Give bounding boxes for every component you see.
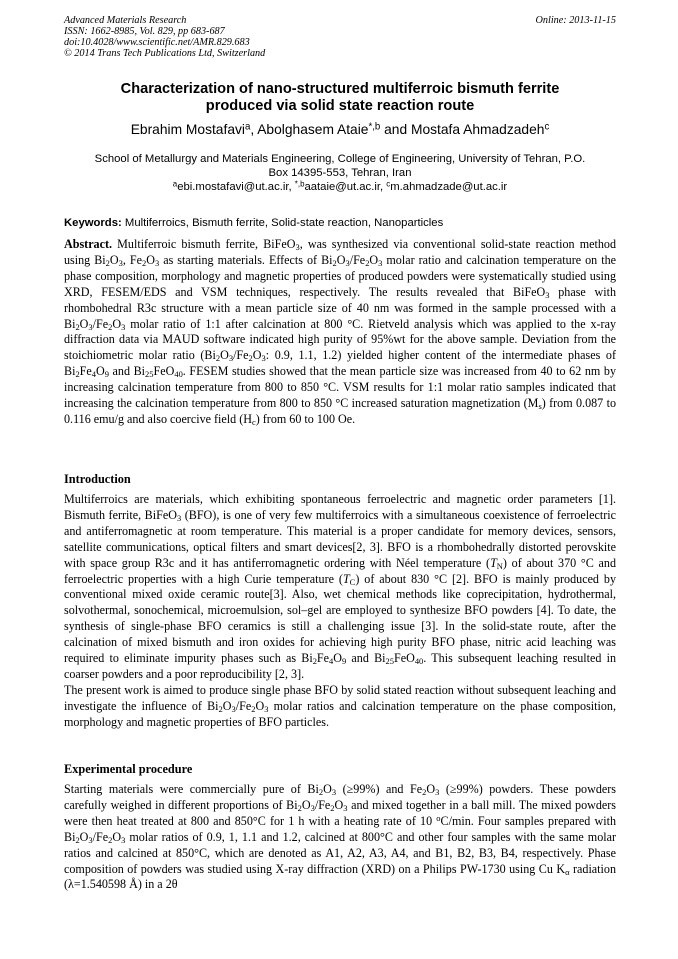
sub: 2 xyxy=(312,656,317,667)
author-2-affil: *,b xyxy=(368,121,381,133)
email-a[interactable]: ebi.mostafavi@ut.ac.ir, xyxy=(177,181,292,193)
sub: 3 xyxy=(121,321,126,332)
abstract-text: O xyxy=(79,316,89,331)
sub: 3 xyxy=(88,321,93,332)
abstract-text: ) from 60 to 100 Oe. xyxy=(255,411,356,426)
sub: 2 xyxy=(422,787,427,798)
sub: 9 xyxy=(341,656,347,667)
email-b-sup: *,b xyxy=(294,179,305,189)
abstract-text: , Fe xyxy=(122,252,142,267)
sub: 2 xyxy=(332,258,337,269)
intro-text: Multiferroics are materials, which exhibiting spontaneous ferroelectric and magnetic order parameters [1]. Bismuth ferrite, BiFeO xyxy=(64,492,616,522)
abstract-text: ) from 0.087 to 0.116 emu/g and also coercive field (H xyxy=(64,396,616,426)
author-2: Abolghasem Ataie xyxy=(257,122,369,137)
intro-text: The present work is aimed to produce single phase BFO by solid stated reaction without subsequent leaching and investigate the influence of Bi xyxy=(64,682,616,713)
sub: 2 xyxy=(297,803,302,814)
intro-text: /Fe xyxy=(235,698,252,713)
abstract-text: , was synthesized via conventional solid-state reaction method using Bi xyxy=(64,237,617,267)
title-line-2: produced via solid state reaction route xyxy=(205,98,475,114)
exp-text: O xyxy=(112,829,122,844)
paper-title xyxy=(64,81,616,115)
introduction-body xyxy=(64,492,616,731)
author-list: Ebrahim Mostafavi$^a$, Abolghasem Ataie$^{*,b}$ and Mostafa Ahmadzadeh$^c$ xyxy=(130,121,550,137)
experimental-paragraph xyxy=(64,782,616,893)
journal-name: Advanced Materials Research xyxy=(64,15,187,26)
exp-text: C/min. Four samples prepared with Bi xyxy=(64,813,616,844)
abstract-text: O xyxy=(336,252,346,267)
introduction-heading: Introduction xyxy=(64,472,131,486)
sub: 40 xyxy=(414,656,424,667)
intro-paragraph-1 xyxy=(64,492,616,683)
email-line xyxy=(60,180,620,194)
sub: 3 xyxy=(331,787,337,798)
sub: 2 xyxy=(318,787,324,798)
abstract-text: and Bi xyxy=(108,364,146,379)
sub: 2 xyxy=(330,803,335,814)
email-c-sup: c xyxy=(386,179,391,189)
intro-text: O xyxy=(333,651,342,666)
intro-text: (BFO), is one of very few multiferroics with a simultaneous coexistence of ferroelectric and antiferromagnetic at room temperature. This material is a proper candidate for memory devices, sensors, satellite communications, optical filters and smart devices[2, 3]. BFO is a rhombohedrally distorted perovskite with space group R3c and it has antiferromagnetic ordering with Néel temperature ( xyxy=(64,507,616,570)
sub: 3 xyxy=(154,258,160,269)
doi-line: doi:10.4028/www.scientific.net/AMR.829.683 xyxy=(64,37,250,48)
online-date: Online: 2013-11-15 xyxy=(535,15,616,26)
exp-text: /Fe xyxy=(92,829,109,844)
abstract-label: Abstract. xyxy=(64,237,113,251)
abstract-paragraph xyxy=(64,237,616,428)
sub: 2 xyxy=(105,258,110,269)
sub: 2 xyxy=(248,353,253,364)
exp-text: molar ratios of 0.9, 1, 1.1 and 1.2, calcined at 800°C and other four samples with the same molar ratios and calcined at 850°C, which are denoted as A1, A2, A3, A4, and B1, B2, B3, B4, respectively. Phase composition of powders was studied using X-ray diffraction (XRD) on a Philips PW-1730 using Cu K xyxy=(64,829,616,876)
abstract-text: O xyxy=(146,252,155,267)
sub: 3 xyxy=(88,834,93,845)
sub: 2 xyxy=(215,353,221,364)
affiliation xyxy=(60,152,620,194)
email-a-sup: a xyxy=(172,179,178,189)
intro-text: Fe xyxy=(316,651,330,666)
sub: 2 xyxy=(218,703,223,714)
abstract-text: O xyxy=(112,316,122,331)
sub: 3 xyxy=(118,258,123,269)
keywords-label: Keywords: xyxy=(64,217,122,229)
sub: 40 xyxy=(174,369,183,380)
author-1: Ebrahim Mostafavi xyxy=(130,122,245,137)
abstract-text: phase with rhombohedral R3c structure with a mean particle size of 40 nm was formed in the sample processed with a Bi xyxy=(64,284,616,331)
exp-text: (≥99%) powders. These powders carefully weighed in different proportions of Bi xyxy=(64,782,616,812)
intro-text: and Bi xyxy=(346,651,386,666)
affiliation-line-1: School of Metallurgy and Materials Engineering, College of Engineering, University of Tehran, P.O. xyxy=(94,153,586,165)
abstract-text: O xyxy=(252,348,262,363)
sub: 3 xyxy=(176,513,182,524)
copyright-line: © 2014 Trans Tech Publications Ltd, Switzerland xyxy=(64,48,266,59)
exp-text: O xyxy=(334,797,344,812)
sup: o xyxy=(436,813,441,824)
intro-text: . This subsequent leaching resulted in coarser powders and a poor reproducibility [2, 3]. xyxy=(64,651,616,681)
exp-text: /Fe xyxy=(314,797,331,812)
exp-text: O xyxy=(301,797,311,812)
abstract xyxy=(64,237,616,428)
author-3: Mostafa Ahmadzadeh xyxy=(410,122,545,137)
sub: c xyxy=(251,417,256,428)
sub: 3 xyxy=(545,289,550,300)
abstract-text: . FESEM studies showed that the mean particle size was increased from 40 to 62 nm by increasing calcination temperature from 800 to 850 °C. VSM results for 1:1 molar ratio samples indicated that increasing the calcination temperature from 800 to 850 °C increased saturation magnetization (M xyxy=(64,364,616,411)
abstract-text: /Fe xyxy=(233,348,249,363)
sub: 2 xyxy=(365,258,370,269)
sub: 2 xyxy=(75,321,80,332)
exp-text: (≥99%) and Fe xyxy=(336,782,423,796)
sub: 2 xyxy=(108,321,113,332)
sub: 4 xyxy=(91,369,96,380)
abstract-text: O xyxy=(220,348,229,363)
intro-text: ) of about 370 °C and ferroelectric properties with a high Curie temperature ( xyxy=(64,555,617,586)
intro-text: ) of about 830 °C [2]. BFO is mainly produced by conventional mixed oxide ceramic route[3]. Also, wet chemical methods like coprecipitation, hydrothermal, solvothermal, sonochemical, microemulsion, sol–gel are employed to synthesize BFO powders [4]. To date, the synthesis of single-phase BFO ceramics is still a challenging issue [3]. In the solid-state route, after the calcination of mixed bismuth and iron oxides for achieving high purity BFO phase, nitric acid leaching was required to eliminate impurity phases such as Bi xyxy=(64,571,616,666)
exp-text: O xyxy=(79,829,89,844)
sub: 3 xyxy=(264,703,269,714)
sub: 2 xyxy=(142,258,147,269)
abstract-text: /Fe xyxy=(349,252,366,267)
intro-text: T xyxy=(490,555,497,570)
author-1-affil: a xyxy=(244,121,251,133)
abstract-text: O xyxy=(109,252,119,267)
sub: 3 xyxy=(343,803,348,814)
title-line-1: Characterization of nano-structured multiferroic bismuth ferrite xyxy=(120,81,560,97)
sub: 3 xyxy=(231,703,236,714)
abstract-text: FeO xyxy=(153,364,175,379)
author-and: and xyxy=(384,122,408,137)
sub: 25 xyxy=(385,656,394,667)
sub: 2 xyxy=(75,834,80,845)
exp-text: and mixed together in a ball mill. The mixed powders were then heat treated at 800 and 850°C for 1 h with a heating rate of 10 xyxy=(64,797,616,828)
abstract-text: O xyxy=(369,252,379,267)
author-3-affil: c xyxy=(544,121,550,133)
intro-text: O xyxy=(222,698,232,713)
intro-text: O xyxy=(255,698,265,713)
sub: 3 xyxy=(261,353,266,364)
sub: α xyxy=(565,866,570,877)
abstract-text: : 0.9, 1.1, 1.2) yielded higher content of the intermediate phases of Bi xyxy=(64,348,616,379)
journal-header xyxy=(64,15,616,59)
intro-text: FeO xyxy=(393,651,415,666)
sub: 4 xyxy=(329,656,334,667)
sub: 3 xyxy=(228,353,234,364)
sub: 9 xyxy=(104,369,109,380)
issn-line: ISSN: 1662-8985, Vol. 829, pp 683-687 xyxy=(64,26,225,37)
sub: N xyxy=(496,560,503,571)
keywords-text: Multiferroics, Bismuth ferrite, Solid-state reaction, Nanoparticles xyxy=(124,217,444,229)
exp-text: radiation (λ=1.540598 Å) in a 2θ xyxy=(64,861,616,892)
keywords xyxy=(64,216,616,230)
intro-text: molar ratios and calcination temperature on the phase composition, morphology and magnetic properties of BFO particles. xyxy=(64,698,616,729)
abstract-text: Fe xyxy=(79,364,92,379)
sub: 3 xyxy=(435,787,440,798)
sub: 25 xyxy=(145,369,154,380)
sub: 3 xyxy=(310,803,315,814)
abstract-text: molar ratio and calcination temperature on the phase composition, morphology and magnetic properties of produced powders were systematically studied using XRD, FESEM/EDS and VSM techniques, respectively. The results revealed that BiFeO xyxy=(64,252,616,299)
abstract-text: Multiferroic bismuth ferrite, BiFeO xyxy=(117,237,296,251)
sub: 2 xyxy=(75,369,80,380)
exp-text: O xyxy=(323,782,332,796)
sub: C xyxy=(349,576,356,587)
email-c[interactable]: m.ahmadzade@ut.ac.ir xyxy=(390,181,508,193)
sub: 2 xyxy=(108,834,113,845)
email-b[interactable]: aataie@ut.ac.ir, xyxy=(304,181,384,193)
sub: 3 xyxy=(295,242,300,253)
intro-text: T xyxy=(342,571,350,586)
abstract-text: /Fe xyxy=(92,316,109,331)
experimental-body xyxy=(64,782,616,893)
abstract-text: molar ratio of 1:1 after calcination at 800 °C. Rietveld analysis which was applied to the x-ray diffraction data via MAUD software indicated high purity of 95%wt for the above sample. Deviation from the stoichiometric molar ratio (Bi xyxy=(64,316,616,363)
experimental-heading: Experimental procedure xyxy=(64,762,193,776)
exp-text: Starting materials were commercially pure of Bi xyxy=(64,782,319,796)
abstract-text: O xyxy=(96,364,105,379)
sub: 2 xyxy=(251,703,256,714)
sub: 3 xyxy=(378,258,383,269)
affiliation-line-2: Box 14395-553, Tehran, Iran xyxy=(268,167,412,179)
sub: 3 xyxy=(345,258,350,269)
sub: 3 xyxy=(121,834,126,845)
sub: s xyxy=(538,401,542,412)
abstract-text: as starting materials. Effects of Bi xyxy=(159,252,333,267)
intro-paragraph-2 xyxy=(64,683,616,731)
exp-text: O xyxy=(426,782,436,796)
